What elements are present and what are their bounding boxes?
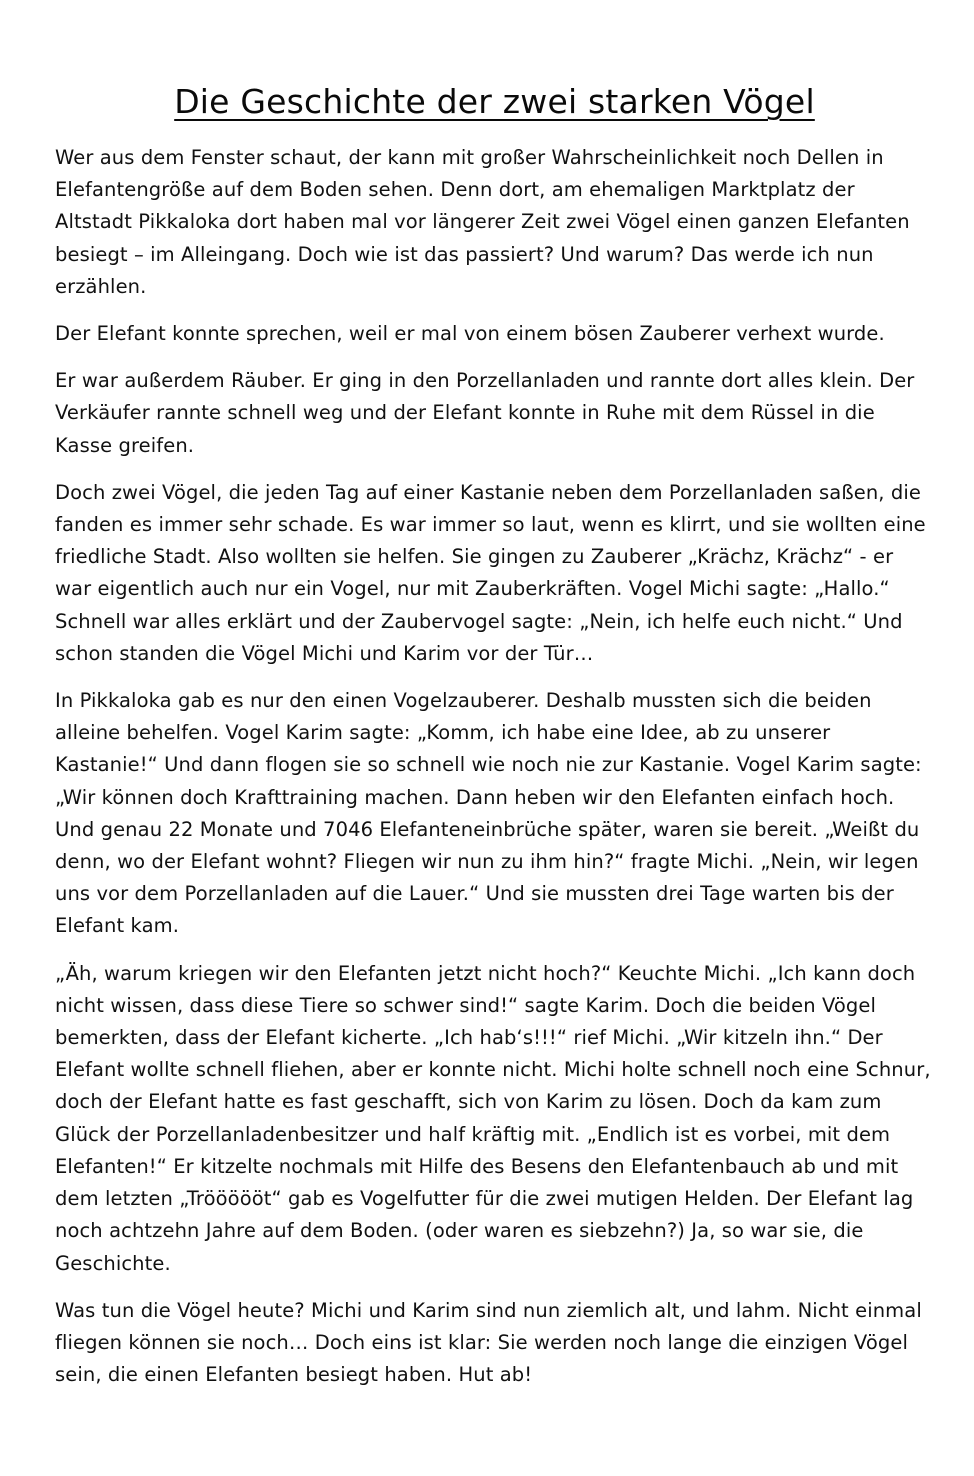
paragraph-kitzeln: „Äh, warum kriegen wir den Elefanten jetzt nicht hoch?“ Keuchte Michi. „Ich kann doch nicht wissen, dass diese Tiere so schwer sind!“ sagte Karim. Doch die beiden Vögel bemerkten, dass der Elefant kicherte. „Ich hab‘s!!!“ rief Michi. „Wir kitzeln ihn.“ Der Elefant wollte schnell fliehen, aber er konnte nicht. Michi holte schnell noch eine Schnur, doch der Elefant hatte es fast geschafft, sich von Karim zu lösen. Doch da kam zum Glück der Porzellanladenbesitzer und half kräftig mit. „Endlich ist es vorbei, mit dem Elefanten!“ Er kitzelte nochmals mit Hilfe des Besens den Elefantenbauch ab und mit dem letzten „Tröööööt“ gab es Vogelfutter für die zwei mutigen Helden. Der Elefant lag noch achtzehn Jahre auf dem Boden. (oder waren es siebzehn?) Ja, so war sie, die Geschichte.: [55, 961, 931, 1275]
paragraph-intro: Wer aus dem Fenster schaut, der kann mit großer Wahrscheinlichkeit noch Dellen in Elefantengröße auf dem Boden sehen. Denn dort, am ehemaligen Marktplatz der Altstadt Pikkaloka dort haben mal vor längerer Zeit zwei Vögel einen ganzen Elefanten besiegt – im Alleingang. Doch wie ist das passiert? Und warum? Das werde ich nun erzählen.: [55, 146, 910, 298]
paragraph-krafttraining: In Pikkaloka gab es nur den einen Vogelzauberer. Deshalb mussten sich die beiden alleine behelfen. Vogel Karim sagte: „Komm, ich habe eine Idee, ab zu unserer Kastanie!“ Und dann flogen sie so schnell wie noch nie zur Kastanie. Vogel Karim sagte: „Wir können doch Krafttraining machen. Dann heben wir den Elefanten einfach hoch. Und genau 22 Monate und 7046 Elefanteneinbrüche später, waren sie bereit. „Weißt du denn, wo der Elefant wohnt? Fliegen wir nun zu ihm hin?“ fragte Michi. „Nein, wir legen uns vor dem Porzellanladen auf die Lauer.“ Und sie mussten drei Tage warten bis der Elefant kam.: [55, 689, 922, 938]
document-title: Die Geschichte der zwei starken Vögel: [174, 82, 815, 121]
paragraph-raeuber: Er war außerdem Räuber. Er ging in den Porzellanladen und rannte dort alles klein. Der Verkäufer rannte schnell weg und der Elefant konnte in Ruhe mit dem Rüssel in die Kasse greifen.: [55, 369, 915, 457]
paragraph-elefant-sprechen: Der Elefant konnte sprechen, weil er mal von einem bösen Zauberer verhext wurde.: [55, 322, 885, 346]
paragraph-heute: Was tun die Vögel heute? Michi und Karim sind nun ziemlich alt, und lahm. Nicht einmal fliegen können sie noch… Doch eins ist klar: Sie werden noch lange die einzigen Vögel sein, die einen Elefanten besiegt haben. Hut ab!: [55, 1298, 922, 1387]
paragraph-zauberer: Doch zwei Vögel, die jeden Tag auf einer Kastanie neben dem Porzellanladen saßen, die fanden es immer sehr schade. Es war immer so laut, wenn es klirrt, und sie wollten eine friedliche Stadt. Also wollten sie helfen. Sie gingen zu Zauberer „Krächz, Krächz“ - er war eigentlich auch nur ein Vogel, nur mit Zauberkräften. Vogel Michi sagte: „Hallo.“ Schnell war alles erklärt und der Zaubervogel sagte: „Nein, ich helfe euch nicht.“ Und schon standen die Vögel Michi und Karim vor der Tür…: [55, 480, 926, 665]
